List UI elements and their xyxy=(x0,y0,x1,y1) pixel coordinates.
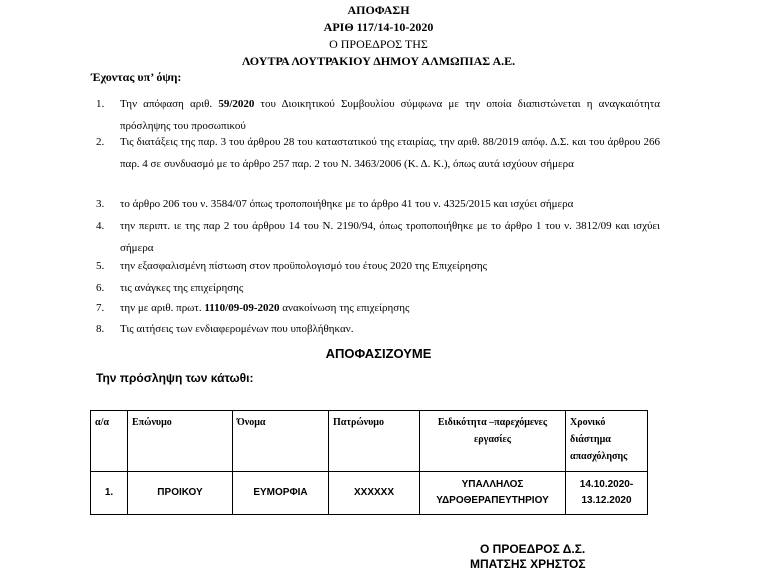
cell-period: 14.10.2020-13.12.2020 xyxy=(566,472,648,515)
table-header-row xyxy=(91,411,648,472)
list-item-bold-ref: 1110/09-09-2020 xyxy=(204,302,280,314)
cell-name: ΕΥΜΟΡΦΙΑ xyxy=(233,472,329,515)
col-period: Χρονικό διάστημα απασχόλησης xyxy=(566,411,648,472)
list-item-text: την περιπτ. ιε της παρ 2 του άρθρου 14 του Ν. 2190/94, όπως τροποποιήθηκε με το άρθρο 1 του ν. 3812/09 και ισχύει σήμερα xyxy=(120,220,660,254)
doc-title: ΑΠΟΦΑΣΗ xyxy=(347,3,410,17)
list-item-number: 7. xyxy=(96,302,105,314)
company-name: ΛΟΥΤΡΑ ΛΟΥΤΡΑΚΙΟΥ ΔΗΜΟΥ ΑΛΜΩΠΙΑΣ Α.Ε. xyxy=(241,54,516,68)
decision-number: ΑΡΙΘ 117/14-10-2020 xyxy=(323,20,434,34)
list-item-number: 3. xyxy=(96,198,105,210)
hire-heading: Την πρόσληψη των κάτωθι: xyxy=(96,371,254,385)
list-item-text: Τις διατάξεις της παρ. 3 του άρθρου 28 του καταστατικού της εταιρίας, την αριθ. 88/2019 απόφ. Δ.Σ. και του άρθρου 266 παρ. 4 σε συνδυασμό με το άρθρο 257 παρ. 2 του Ν. 3463/2006 (Κ. Δ. Κ.), όπως αυτά ισχύουν σήμερα xyxy=(120,136,660,170)
list-item-number: 8. xyxy=(96,323,105,335)
col-name: Όνομα xyxy=(233,411,329,472)
president-of: Ο ΠΡΟΕΔΡΟΣ ΤΗΣ xyxy=(329,37,428,51)
list-item-text: την με αριθ. πρωτ. 1110/09-09-2020 ανακοίνωση της επιχείρησης xyxy=(120,302,410,314)
list-item-number: 5. xyxy=(96,260,105,272)
list-item-number: 6. xyxy=(96,282,105,294)
cell-spec: ΥΠΑΛΛΗΛΟΣ ΥΔΡΟΘΕΡΑΠΕΥΤΗΡΙΟΥ xyxy=(420,472,566,515)
col-father: Πατρώνυμο xyxy=(329,411,420,472)
signature-role: Ο ΠΡΟΕΔΡΟΣ Δ.Σ. xyxy=(480,542,586,556)
list-item-number: 1. xyxy=(96,98,105,110)
col-aa: α/α xyxy=(91,411,128,472)
list-item-text: το άρθρο 206 του ν. 3584/07 όπως τροποποιήθηκε με το άρθρο 41 του ν. 4325/2015 και ισχύει σήμερα xyxy=(120,198,574,210)
decide-heading: ΑΠΟΦΑΣΙΖΟΥΜΕ xyxy=(325,346,432,361)
table-row xyxy=(91,472,648,515)
list-item-text: Την απόφαση αριθ. 59/2020 του Διοικητικού Συμβουλίου σύμφωνα με την οποία διαπιστώνεται η αναγκαιότητα πρόσληψης του προσωπικού xyxy=(120,98,660,132)
cell-aa: 1. xyxy=(91,472,128,515)
list-item-text: τις ανάγκες της επιχείρησης xyxy=(120,282,244,294)
list-item-number: 2. xyxy=(96,136,105,148)
hire-table xyxy=(90,410,648,515)
col-surname: Επώνυμο xyxy=(128,411,233,472)
intro-heading: Έχοντας υπ’ όψη: xyxy=(91,70,182,84)
list-item-text: Τις αιτήσεις των ενδιαφερομένων που υποβλήθηκαν. xyxy=(120,323,354,335)
list-item-number: 4. xyxy=(96,220,105,232)
col-spec: Ειδικότητα –παρεχόμενες εργασίες xyxy=(420,411,566,472)
cell-father: XXXXXX xyxy=(329,472,420,515)
list-item-text: την εξασφαλισμένη πίστωση στον προϋπολογισμό του έτους 2020 της Επιχείρησης xyxy=(120,260,487,272)
cell-surname: ΠΡΟΙΚΟΥ xyxy=(128,472,233,515)
signature-name: ΜΠΑΤΣΗΣ ΧΡΗΣΤΟΣ xyxy=(470,557,586,571)
list-item-bold-ref: 59/2020 xyxy=(218,98,255,110)
